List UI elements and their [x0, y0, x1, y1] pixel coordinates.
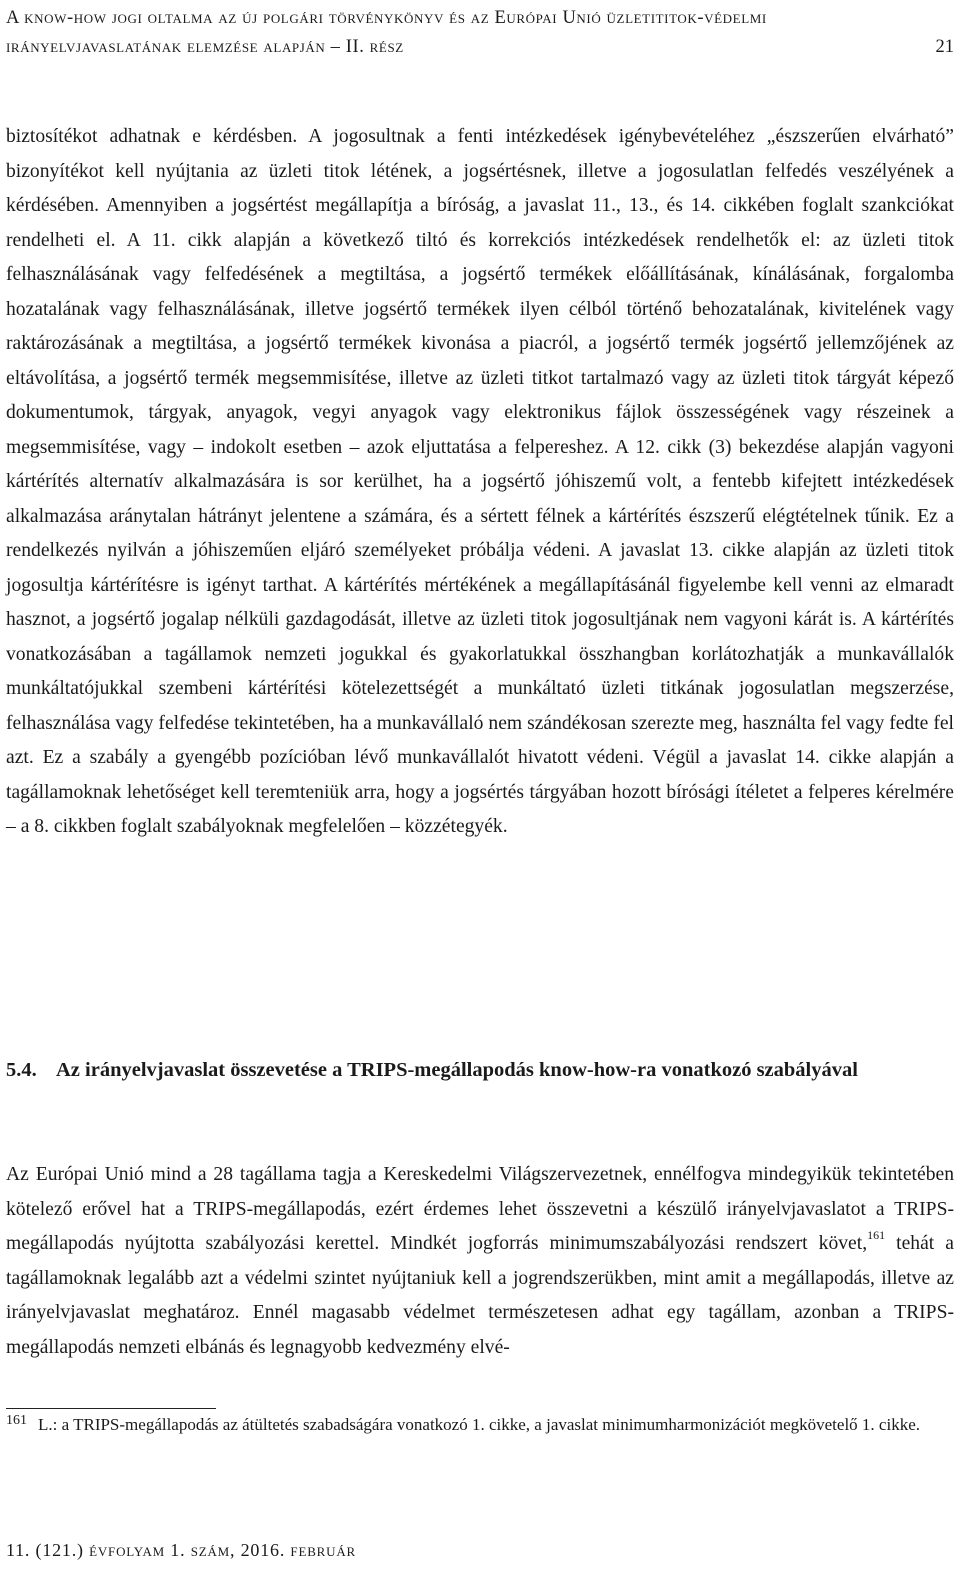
page-number: 21 [935, 37, 954, 57]
body-paragraph-2 [6, 1158, 954, 1365]
section-heading [6, 1052, 954, 1089]
paragraph-2-text-end: tehát a tagállamoknak legalább azt a védelmi szintet nyújtaniuk kell a jogrendszerükben, mint amit a megállapodás, illetve az irányelvjavaslat meghatároz. Ennél magasabb védelmet természetesen adhat egy tagállam, azonban a TRIPS-megállapodás nemzeti elbánás és legnagyobb kedvezmény elvé- [6, 1233, 954, 1358]
section-number: 5.4. [6, 1059, 37, 1081]
footnote-text: L.: a TRIPS-megállapodás az átültetés szabadságára vonatkozó 1. cikke, a javaslat minimumharmonizációt megkövetelő 1. cikke. [38, 1415, 920, 1434]
paragraph-2-text-start: Az Európai Unió mind a 28 tagállama tagja a Kereskedelmi Világszervezetnek, ennélfogva mindegyikük tekintetében kötelező erővel hat a TRIPS-megállapodás, ezért érdemes lehet összevetni a készülő irányelvjavaslatot a TRIPS-megállapodás nyújtotta szabályozási kerettel. Mindkét jogforrás minimumszabályozási rendszert követ, [6, 1164, 954, 1254]
running-header-title: A know-how jogi oltalma az új polgári törvénykönyv és az Európai Unió üzletititok-védelmi irányelvjavaslatának elemzése alapján – II. rész [6, 8, 767, 57]
section-title: Az irányelvjavaslat összevetése a TRIPS-megállapodás know-how-ra vonatkozó szabályával [56, 1059, 858, 1081]
footnote [6, 1412, 954, 1438]
body-paragraph-1: biztosítékot adhatnak e kérdésben. A jogosultnak a fenti intézkedések igénybevételéhez „észszerűen elvárható” bizonyítékot kell nyújtania az üzleti titok létének, a jogsértésnek, illetve a jogosulatlan felfedés veszélyének a kérdésében. Amennyiben a jogsértést megállapítja a bíróság, a javaslat 11., 13., és 14. cikkében foglalt szankciókat rendelheti el. A 11. cikk alapján a következő tiltó és korrekciós intézkedések rendelhetők el: az üzleti titok felhasználásának vagy felfedésének a megtiltása, a jogsértő termékek előállításának, kínálásának, forgalomba hozatalának vagy felhasználásának, illetve jogsértő termékek ilyen célból történő behozatalának, kivitelének vagy raktározásának a megtiltása, a jogsértő termékek kivonása a piacról, a jogsértő termék jogsértő jellemzőjének az eltávolítása, a jogsértő termék megsemmisítése, illetve az üzleti titkot tartalmazó vagy az üzleti titok tárgyát képező dokumentumok, tárgyak, anyagok, vegyi anyagok vagy elektronikus fájlok összességének vagy részeinek a megsemmisítése, vagy – indokolt esetben – azok eljuttatása a felpereshez. A 12. cikk (3) bekezdése alapján vagyoni kártérítés alternatív alkalmazására is sor kerülhet, ha a jogsértő jóhiszemű volt, a fentebb kifejtett intézkedések alkalmazása aránytalan hátrányt jelentene a számára, és a sértett félnek a kártérítés észszerű elégtételnek tűnik. Ez a rendelkezés nyilván a jóhiszeműen eljáró személyeket próbálja védeni. A javaslat 13. cikke alapján az üzleti titok jogosultja kártérítésre is igényt tarthat. A kártérítés mértékének a megállapításánál figyelembe kell venni az elmaradt hasznot, a jogsértő jogalap nélküli gazdagodását, illetve az üzleti titok jogosultjának nem vagyoni kárát is. A kártérítés vonatkozásában a tagállamok nemzeti jogukkal és gyakorlatukkal összhangban korlátozhatják a munkavállalók munkáltatójukkal szembeni kártérítési kötelezettségét a munkáltató üzleti titkának jogosulatlan megszerzése, felhasználása vagy felfedése tekintetében, ha a munkavállaló nem szándékosan szerezte meg, használta fel vagy fedte fel azt. Ez a szabály a gyengébb pozícióban lévő munkavállalót hivatott védeni. Végül a javaslat 14. cikke alapján a tagállamoknak lehetőséget kell teremteniük arra, hogy a jogsértés tárgyában hozott bírósági ítéletet a felperes kérelmére – a 8. cikkben foglalt szabályoknak megfelelően – közzétegyék. [6, 126, 954, 837]
issue-footer: 11. (121.) évfolyam 1. szám, 2016. február [6, 1540, 356, 1560]
running-header [6, 4, 954, 62]
footnote-number: 161 [6, 1413, 27, 1428]
footnote-reference[interactable]: 161 [867, 1228, 886, 1243]
